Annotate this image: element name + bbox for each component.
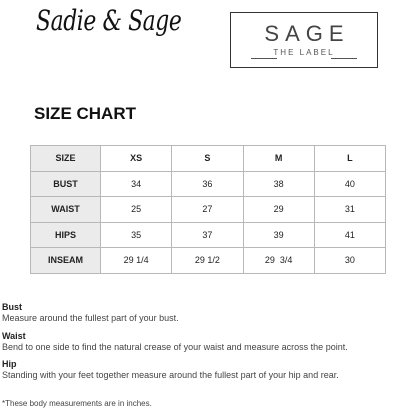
table-cell: 29 1/2 [172, 248, 243, 274]
row-label-bust: BUST [31, 171, 101, 197]
logo-rule-right [331, 58, 357, 59]
header-cell-l: L [314, 146, 385, 172]
header-cell-xs: XS [101, 146, 172, 172]
sadie-sage-logo: Sadie & Sage [36, 4, 182, 37]
table-cell: 31 [314, 197, 385, 223]
table-row-waist [31, 197, 386, 223]
table-cell: 37 [172, 222, 243, 248]
footnote: *These body measurements are in inches. [2, 399, 152, 408]
sage-logo-text: SAGE [264, 21, 350, 46]
table-cell: 29 [243, 197, 314, 223]
table-cell: 35 [101, 222, 172, 248]
table-cell: 38 [243, 171, 314, 197]
page-title: SIZE CHART [34, 104, 136, 123]
table-row-inseam [31, 248, 386, 274]
table-cell: 41 [314, 222, 385, 248]
table-cell: 40 [314, 171, 385, 197]
note-heading-hip: Hip [2, 359, 17, 369]
table-cell: 30 [314, 248, 385, 274]
sage-the-label-logo [230, 12, 378, 68]
note-heading-bust: Bust [2, 302, 22, 312]
header-cell-size: SIZE [31, 146, 101, 172]
table-row-bust [31, 171, 386, 197]
note-heading-waist: Waist [2, 331, 26, 341]
sage-logo-tagline: THE LABEL [273, 48, 335, 57]
table-cell: 29 3/4 [243, 248, 314, 274]
table-cell: 39 [243, 222, 314, 248]
note-text-waist: Bend to one side to find the natural crease of your waist and measure across the point. [2, 342, 348, 352]
table-cell: 25 [101, 197, 172, 223]
table-cell: 34 [101, 171, 172, 197]
table-cell: 36 [172, 171, 243, 197]
note-text-bust: Measure around the fullest part of your bust. [2, 313, 179, 323]
table-cell: 27 [172, 197, 243, 223]
note-text-hip: Standing with your feet together measure around the fullest part of your hip and rear. [2, 370, 339, 380]
table-cell: 29 1/4 [101, 248, 172, 274]
header-cell-s: S [172, 146, 243, 172]
logo-rule-left [251, 58, 277, 59]
row-label-inseam: INSEAM [31, 248, 101, 274]
table-header-row [31, 146, 386, 172]
row-label-waist: WAIST [31, 197, 101, 223]
row-label-hips: HIPS [31, 222, 101, 248]
header-cell-m: M [243, 146, 314, 172]
table-row-hips [31, 222, 386, 248]
size-chart-table [30, 145, 386, 274]
